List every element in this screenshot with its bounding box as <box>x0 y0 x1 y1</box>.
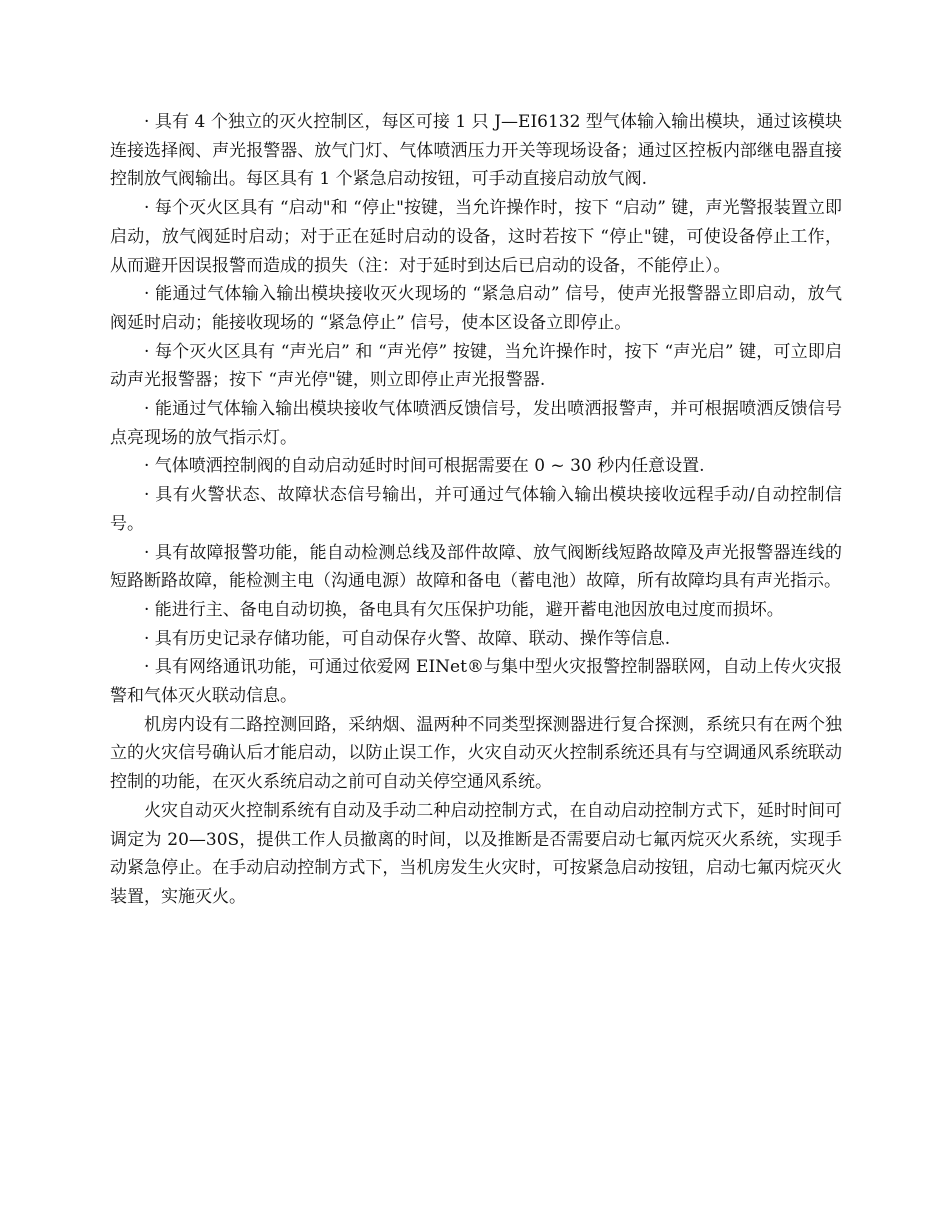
bullet-paragraph: · 具有故障报警功能，能自动检测总线及部件故障、放气阀断线短路故障及声光报警器连线的短路断路故障，能检测主电（沟通电源）故障和备电（蓄电池）故障，所有故障均具有声光指示。 <box>110 542 842 592</box>
bullet-paragraph: · 能进行主、备电自动切换，备电具有欠压保护功能，避开蓄电池因放电过度而损坏。 <box>144 599 784 620</box>
bullet-paragraph: · 气体喷洒控制阀的自动启动延时时间可根据需要在 0 ~ 30 秒内任意设置. <box>144 456 705 477</box>
bullet-paragraph: · 每个灭火区具有 “启动"和 “停止"按键，当允许操作时，按下 “启动” 键，声光警报装置立即启动，放气阀延时启动；对于正在延时启动的设备，这时若按下 “停止"键，可使设备停止工作，从而避开因误报警而造成的损失（注：对于延时到达后已启动的设备，不能停止）。 <box>110 198 842 276</box>
bullet-paragraph: · 每个灭火区具有 “声光启” 和 “声光停” 按键，当允许操作时，按下 “声光启” 键，可立即启动声光报警器；按下 “声光停"键，则立即停止声光报警器. <box>110 341 842 391</box>
bullet-paragraph: · 能通过气体输入输出模块接收灭火现场的 “紧急启动” 信号，使声光报警器立即启动，放气阀延时启动；能接收现场的 “紧急停止” 信号，使本区设备立即停止。 <box>110 284 842 333</box>
body-paragraph: 火灾自动灭火控制系统有自动及手动二种启动控制方式，在自动启动控制方式下，延时时间可调定为 20—30S，提供工作人员撤离的时间，以及推断是否需要启动七氟丙烷灭火系统，实现手动紧急停止。在手动启动控制方式下，当机房发生火灾时，可按紧急启动按钮，启动七氟丙烷灭火装置，实施灭火。 <box>110 800 842 907</box>
document-body <box>110 108 842 912</box>
bullet-paragraph: · 能通过气体输入输出模块接收气体喷洒反馈信号，发出喷洒报警声，并可根据喷洒反馈信号点亮现场的放气指示灯。 <box>110 399 842 448</box>
bullet-paragraph: · 具有火警状态、故障状态信号输出，并可通过气体输入输出模块接收远程手动/自动控制信号。 <box>110 485 842 534</box>
bullet-paragraph: · 具有 4 个独立的灭火控制区，每区可接 1 只 J—EI6132 型气体输入输出模块，通过该模块连接选择阀、声光报警器、放气门灯、气体喷洒压力开关等现场设备；通过区控板内部继电器直接控制放气阀输出。每区具有 1 个紧急启动按钮，可手动直接启动放气阀. <box>110 112 842 190</box>
bullet-paragraph: · 具有网络通讯功能，可通过依爱网 EINet®与集中型火灾报警控制器联网，自动上传火灾报警和气体灭火联动信息。 <box>110 657 842 707</box>
body-paragraph: 机房内设有二路控测回路，采纳烟、温两种不同类型探测器进行复合探测，系统只有在两个独立的火灾信号确认后才能启动，以防止误工作，火灾自动灭火控制系统还具有与空调通风系统联动控制的功能，在灭火系统启动之前可自动关停空通风系统。 <box>110 714 842 793</box>
bullet-paragraph: · 具有历史记录存储功能，可自动保存火警、故障、联动、操作等信息. <box>144 628 671 649</box>
